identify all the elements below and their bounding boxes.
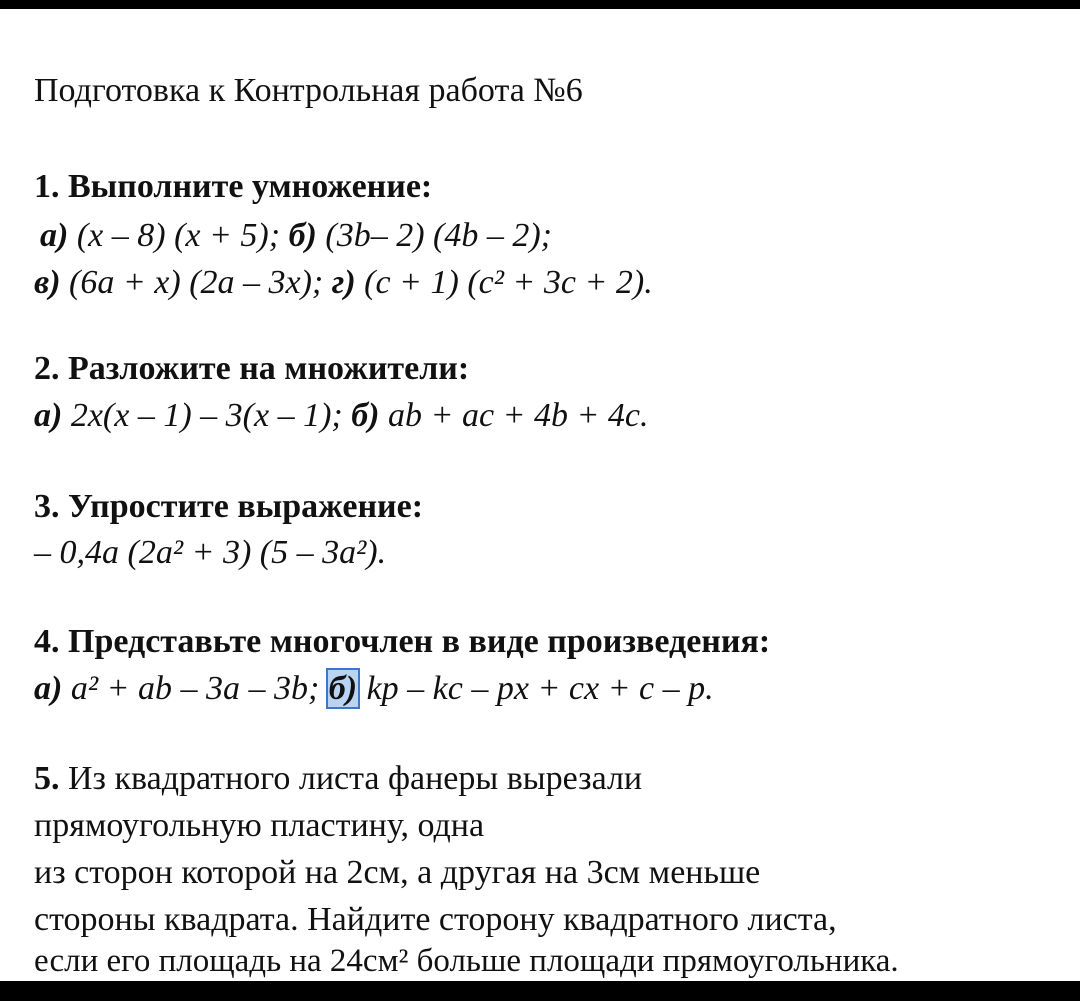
task5-text-4: стороны квадрата. Найдите сторону квадратного листа, xyxy=(34,901,837,938)
task1-c-expression: (6a + x) (2a – 3x); xyxy=(69,264,332,301)
task2-a-label: а) xyxy=(34,397,63,434)
task1-c-label: в) xyxy=(34,264,61,301)
task5-text-5: если его площадь на 24см² больше площади прямоугольника. xyxy=(34,943,899,979)
task4-a-expression: a² + ab – 3a – 3b; xyxy=(70,670,320,707)
task2-b-label: б) xyxy=(351,397,380,434)
task3-expression: – 0,4a (2a² + 3) (5 – 3a²). xyxy=(34,534,387,571)
task4-b-label-selected[interactable]: б) xyxy=(328,670,358,707)
task4-line1 xyxy=(34,669,714,709)
page-title: Подготовка к Контрольная работа №6 xyxy=(34,72,583,109)
task1-b-expression: (3b– 2) (4b – 2); xyxy=(325,217,552,254)
task3-heading: 3. Упростите выражение: xyxy=(34,488,424,525)
task1-heading: 1. Выполните умножение: xyxy=(34,168,433,205)
task5-text-1: Из квадратного листа фанеры вырезали xyxy=(59,760,643,797)
task5-number: 5. xyxy=(34,760,60,797)
task5-line1 xyxy=(34,759,642,799)
task5-text-2: прямоугольную пластину, одна xyxy=(34,807,485,844)
task2-a-expression: 2x(x – 1) – 3(x – 1); xyxy=(70,397,352,434)
task4-b-expression: kp – kc – px + cx + c – p. xyxy=(366,670,714,707)
task2-b-expression: ab + ac + 4b + 4c. xyxy=(388,397,649,434)
task5-text-3: из сторон которой на 2см, а другая на 3см меньше xyxy=(34,854,761,891)
task1-line2 xyxy=(34,263,653,303)
task1-a-label: а) xyxy=(40,217,69,254)
task2-line1 xyxy=(34,396,649,436)
task1-d-expression: (c + 1) (c² + 3c + 2). xyxy=(364,264,653,301)
task1-line1 xyxy=(40,216,552,256)
task1-a-expression: (x – 8) (x + 5); xyxy=(76,217,289,254)
task2-heading: 2. Разложите на множители: xyxy=(34,350,470,387)
task4-heading: 4. Представьте многочлен в виде произведения: xyxy=(34,623,771,660)
task1-b-label: б) xyxy=(288,217,317,254)
task1-d-label: г) xyxy=(331,264,356,301)
document-page xyxy=(0,9,1080,981)
task4-a-label: а) xyxy=(34,670,63,707)
